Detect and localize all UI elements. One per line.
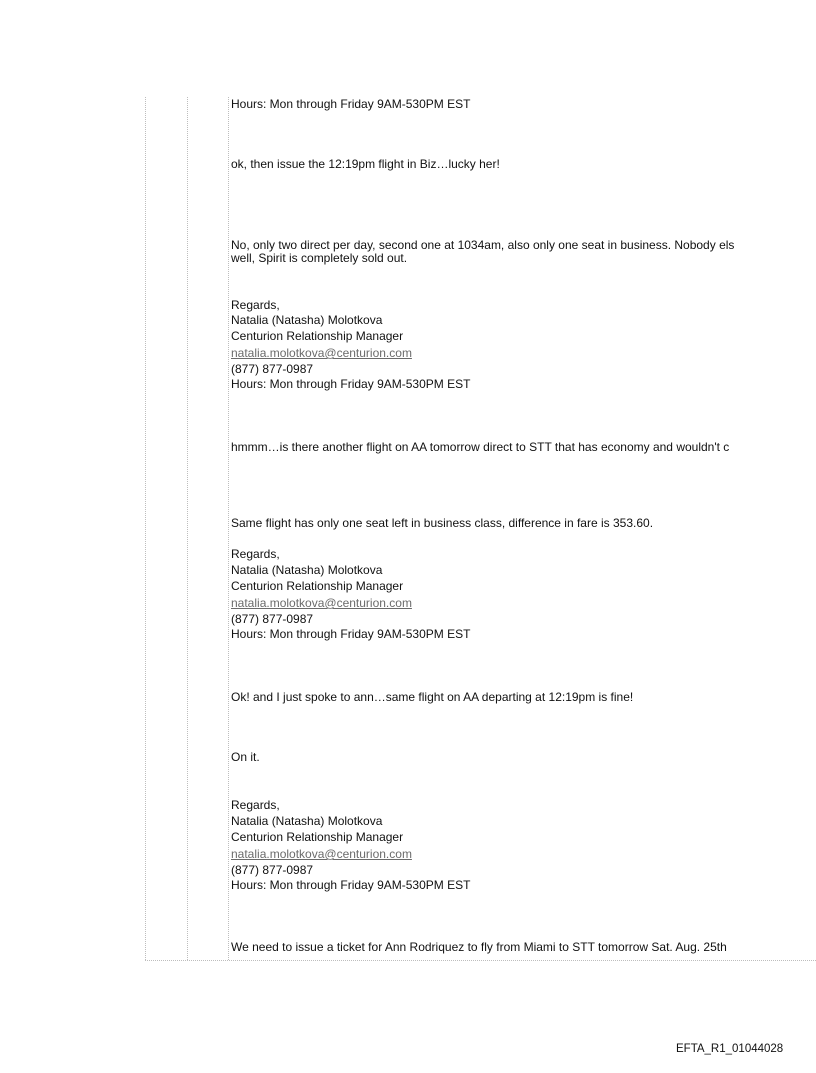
signature-hours: Hours: Mon through Friday 9AM-530PM EST bbox=[231, 377, 471, 391]
signature-phone: (877) 877-0987 bbox=[231, 362, 314, 376]
signature-regards: Regards, bbox=[231, 547, 280, 561]
signature-name: Natalia (Natasha) Molotkova bbox=[231, 313, 383, 327]
signature-phone: (877) 877-0987 bbox=[231, 863, 314, 877]
message-text: well, Spirit is completely sold out. bbox=[231, 251, 408, 265]
signature-email-link[interactable]: natalia.molotkova@centurion.com bbox=[231, 596, 412, 610]
table-bottom-border bbox=[145, 960, 816, 961]
message-text: No, only two direct per day, second one at 1034am, also only one seat in business. Nobody els bbox=[231, 238, 735, 252]
message-text: On it. bbox=[231, 750, 260, 764]
signature-hours: Hours: Mon through Friday 9AM-530PM EST bbox=[231, 627, 471, 641]
signature-regards: Regards, bbox=[231, 798, 280, 812]
message-text: We need to issue a ticket for Ann Rodriquez to fly from Miami to STT tomorrow Sat. Aug. 25th bbox=[231, 940, 727, 954]
message-text: ok, then issue the 12:19pm flight in Biz…lucky her! bbox=[231, 157, 500, 171]
signature-email-link[interactable]: natalia.molotkova@centurion.com bbox=[231, 346, 412, 360]
message-text: Ok! and I just spoke to ann…same flight on AA departing at 12:19pm is fine! bbox=[231, 690, 634, 704]
bates-number: EFTA_R1_01044028 bbox=[676, 1043, 784, 1055]
signature-title: Centurion Relationship Manager bbox=[231, 579, 404, 593]
message-text: Same flight has only one seat left in business class, difference in fare is 353.60. bbox=[231, 516, 654, 530]
message-text: hmmm…is there another flight on AA tomorrow direct to STT that has economy and wouldn't c bbox=[231, 440, 730, 454]
signature-name: Natalia (Natasha) Molotkova bbox=[231, 563, 383, 577]
signature-email-link[interactable]: natalia.molotkova@centurion.com bbox=[231, 847, 412, 861]
signature-phone: (877) 877-0987 bbox=[231, 612, 314, 626]
signature-hours: Hours: Mon through Friday 9AM-530PM EST bbox=[231, 878, 471, 892]
table-left-border bbox=[145, 97, 146, 960]
table-column-divider-2 bbox=[228, 97, 229, 960]
signature-title: Centurion Relationship Manager bbox=[231, 329, 404, 343]
signature-hours: Hours: Mon through Friday 9AM-530PM EST bbox=[231, 97, 471, 111]
signature-regards: Regards, bbox=[231, 298, 280, 312]
signature-title: Centurion Relationship Manager bbox=[231, 830, 404, 844]
table-column-divider-1 bbox=[187, 97, 188, 960]
signature-name: Natalia (Natasha) Molotkova bbox=[231, 814, 383, 828]
